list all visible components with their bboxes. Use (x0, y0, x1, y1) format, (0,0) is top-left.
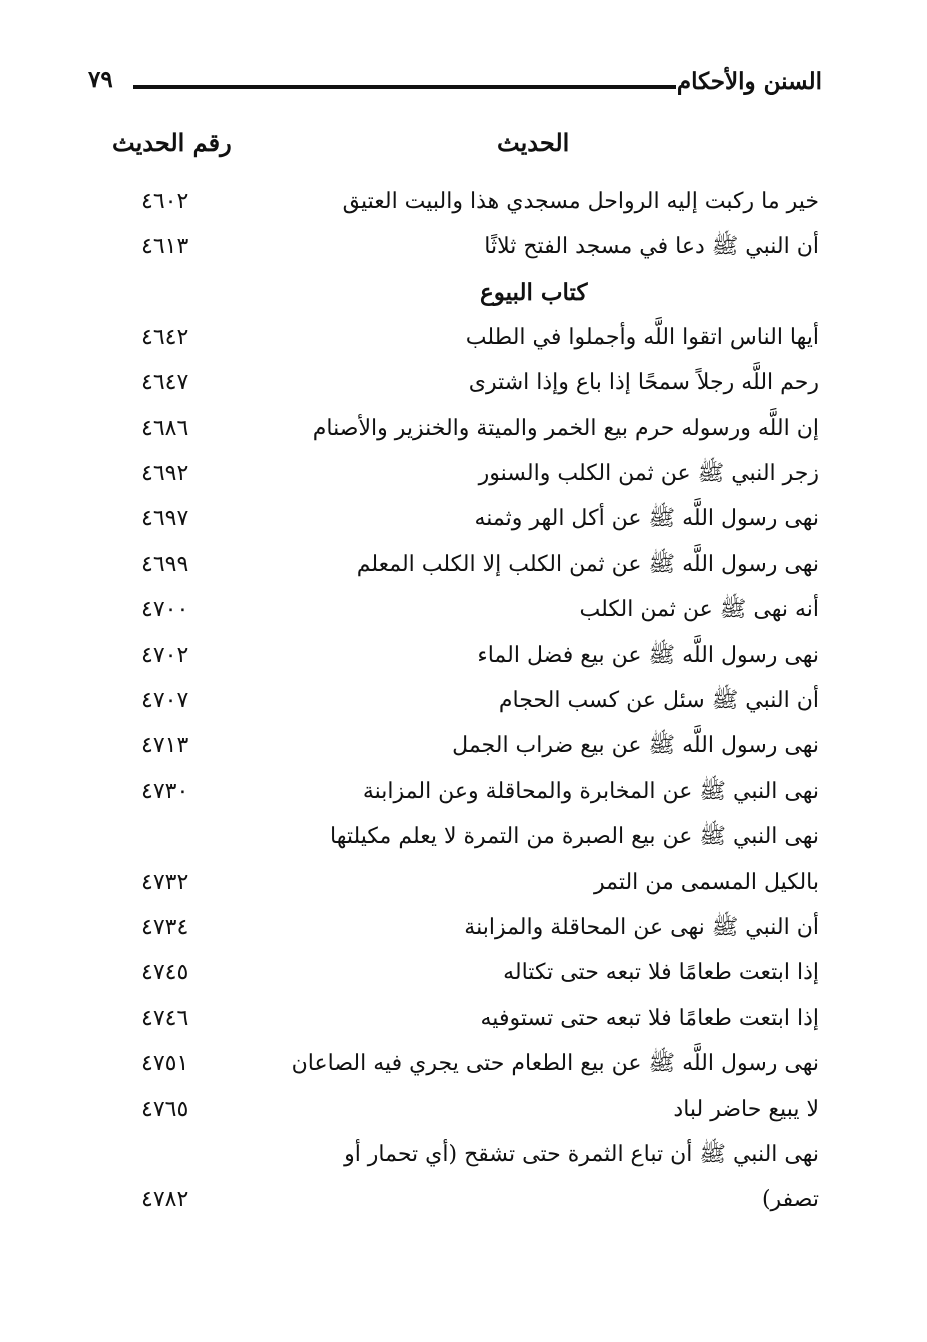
hadith-text: أن النبي ﷺ نهى عن المحاقلة والمزابنة (464, 915, 819, 940)
hadith-number: ٤٧٣٢ (141, 870, 189, 895)
list-item (0, 180, 927, 224)
hadith-number: ٤٧٦٥ (141, 1097, 189, 1122)
list-item (0, 497, 927, 541)
header-rule (133, 85, 676, 89)
list-item (0, 1088, 927, 1132)
column-heading-hadith: الحديث (497, 128, 570, 157)
hadith-text: نهى النبي ﷺ عن المخابرة والمحاقلة وعن المزابنة (362, 779, 819, 804)
list-item (0, 951, 927, 995)
list-item (0, 997, 927, 1041)
hadith-number: ٤٧٤٦ (141, 1006, 189, 1031)
hadith-number: ٤٦١٣ (141, 234, 189, 259)
hadith-text: نهى رسول اللَّه ﷺ عن بيع ضراب الجمل (452, 733, 819, 758)
hadith-number: ٤٧٠٧ (141, 688, 189, 713)
hadith-number: ٤٦٩٧ (141, 506, 189, 531)
hadith-number: ٤٧٤٥ (141, 960, 189, 985)
hadith-text: نهى النبي ﷺ أن تباع الثمرة حتى تشقح (أي تحمار أو (344, 1142, 819, 1167)
hadith-text: نهى النبي ﷺ عن بيع الصبرة من التمرة لا يعلم مكيلتها (330, 824, 819, 849)
section-title: كتاب البيوع (480, 279, 588, 306)
hadith-text: أيها الناس اتقوا اللَّه وأجملوا في الطلب (465, 325, 819, 350)
hadith-number: ٤٦٩٩ (141, 552, 189, 577)
hadith-text: أن النبي ﷺ دعا في مسجد الفتح ثلاثًا (484, 234, 819, 259)
hadith-number: ٤٧٨٢ (141, 1187, 189, 1212)
page-number: ٧٩ (88, 66, 113, 93)
hadith-number: ٤٧٣٤ (141, 915, 189, 940)
hadith-text: نهى رسول اللَّه ﷺ عن بيع فضل الماء (477, 643, 819, 668)
hadith-number: ٤٧٣٠ (141, 779, 189, 804)
list-item (0, 679, 927, 723)
list-item (0, 1133, 927, 1177)
list-item (0, 225, 927, 269)
list-item (0, 588, 927, 632)
hadith-number: ٤٧١٣ (141, 733, 189, 758)
hadith-text: لا يبيع حاضر لباد (673, 1097, 819, 1122)
list-item (0, 1178, 927, 1222)
hadith-text: أنه نهى ﷺ عن ثمن الكلب (579, 597, 819, 622)
hadith-text: خير ما ركبت إليه الرواحل مسجدي هذا والبيت العتيق (342, 189, 819, 214)
hadith-text: أن النبي ﷺ سئل عن كسب الحجام (498, 688, 819, 713)
page-header (0, 60, 927, 110)
list-item (0, 815, 927, 859)
hadith-number: ٤٧٠٠ (141, 597, 189, 622)
hadith-number: ٤٧٥١ (141, 1051, 189, 1076)
hadith-number: ٤٧٠٢ (141, 643, 189, 668)
list-item (0, 543, 927, 587)
hadith-text: زجر النبي ﷺ عن ثمن الكلب والسنور (478, 461, 819, 486)
list-item (0, 1042, 927, 1086)
column-heading-number: رقم الحديث (112, 128, 232, 157)
hadith-number: ٤٦٤٧ (141, 370, 189, 395)
list-item (0, 316, 927, 360)
list-item (0, 407, 927, 451)
hadith-text: إن اللَّه ورسوله حرم بيع الخمر والميتة والخنزير والأصنام (312, 416, 819, 441)
hadith-text: تصفر) (761, 1187, 819, 1212)
book-title: السنن والأحكام (676, 68, 822, 95)
list-item (0, 452, 927, 496)
hadith-text: إذا ابتعت طعامًا فلا تبعه حتى تستوفيه (480, 1006, 819, 1031)
list-item (0, 906, 927, 950)
list-item (0, 861, 927, 905)
hadith-text: نهى رسول اللَّه ﷺ عن بيع الطعام حتى يجري فيه الصاعان (291, 1051, 819, 1076)
hadith-number: ٤٦٠٢ (141, 189, 189, 214)
hadith-text: إذا ابتعت طعامًا فلا تبعه حتى تكتاله (503, 960, 819, 985)
hadith-text: بالكيل المسمى من التمر (593, 870, 819, 895)
list-item (0, 361, 927, 405)
hadith-number: ٤٦٤٢ (141, 325, 189, 350)
hadith-text: رحم اللَّه رجلاً سمحًا إذا باع وإذا اشترى (468, 370, 819, 395)
list-item (0, 770, 927, 814)
hadith-text: نهى رسول اللَّه ﷺ عن ثمن الكلب إلا الكلب المعلم (356, 552, 819, 577)
section-heading (0, 271, 927, 315)
hadith-text: نهى رسول اللَّه ﷺ عن أكل الهر وثمنه (474, 506, 819, 531)
hadith-number: ٤٦٩٢ (141, 461, 189, 486)
hadith-number: ٤٦٨٦ (141, 416, 189, 441)
list-item (0, 634, 927, 678)
list-item (0, 724, 927, 768)
